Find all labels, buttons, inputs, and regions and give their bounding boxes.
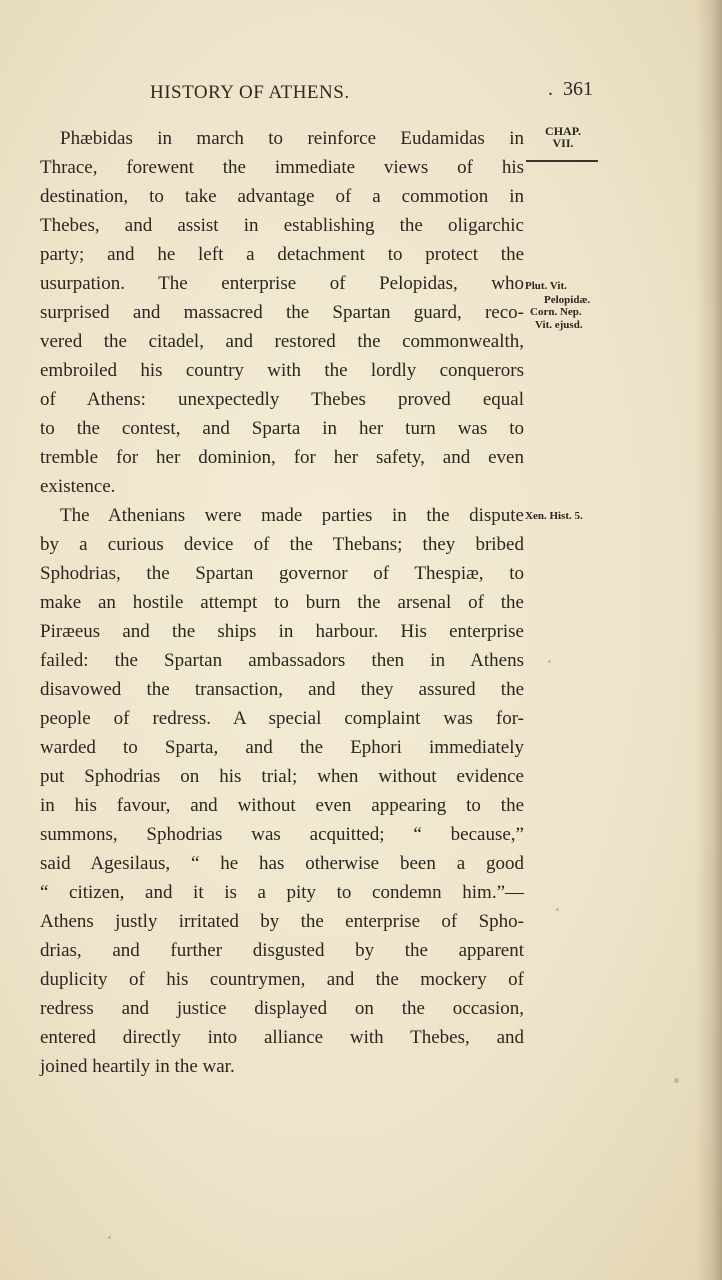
margin-note: Plut. Vit. <box>525 280 567 292</box>
margin-note: Pelopidæ. <box>544 294 591 306</box>
text-line: embroiled his country with the lordly conquerors <box>40 360 524 381</box>
running-head: HISTORY OF ATHENS. <box>150 82 350 103</box>
page-number <box>548 78 593 101</box>
text-line: entered directly into alliance with Thebes, and <box>40 1027 524 1048</box>
page-edge-shadow <box>696 0 722 1280</box>
page-marker: . <box>548 78 553 100</box>
text-line: people of redress. A special complaint was for- <box>40 708 524 729</box>
text-line: to the contest, and Sparta in her turn was to <box>40 418 524 439</box>
text-line: “ citizen, and it is a pity to condemn him.”— <box>40 882 524 903</box>
text-line: by a curious device of the Thebans; they bribed <box>40 534 524 555</box>
text-line: in his favour, and without even appearing to the <box>40 795 524 816</box>
text-line: tremble for her dominion, for her safety, and even <box>40 447 524 468</box>
text-line: redress and justice displayed on the occasion, <box>40 998 524 1019</box>
text-line: Athens justly irritated by the enterprise of Spho- <box>40 911 524 932</box>
text-line: make an hostile attempt to burn the arsenal of the <box>40 592 524 613</box>
text-line: Sphodrias, the Spartan governor of Thespiæ, to <box>40 563 524 584</box>
body-text <box>40 124 524 1081</box>
text-line: disavowed the transaction, and they assured the <box>40 679 524 700</box>
text-line: usurpation. The enterprise of Pelopidas, who <box>40 273 524 294</box>
text-line: drias, and further disgusted by the apparent <box>40 940 524 961</box>
paper-speck <box>548 660 551 663</box>
text-line: vered the citadel, and restored the commonwealth, <box>40 331 524 352</box>
text-line: duplicity of his countrymen, and the mockery of <box>40 969 524 990</box>
text-line: put Sphodrias on his trial; when without evidence <box>40 766 524 787</box>
text-line: Thrace, forewent the immediate views of his <box>40 157 524 178</box>
margin-note: Xen. Hist. 5. <box>525 510 583 522</box>
text-line: party; and he left a detachment to protect the <box>40 244 524 265</box>
paper-speck <box>674 1078 679 1083</box>
chapter-number: VII. <box>552 136 574 150</box>
text-line: existence. <box>40 476 116 497</box>
text-line: The Athenians were made parties in the dispute <box>60 505 524 526</box>
text-line: said Agesilaus, “ he has otherwise been a good <box>40 853 524 874</box>
text-line: surprised and massacred the Spartan guard, reco- <box>40 302 524 323</box>
text-line: of Athens: unexpectedly Thebes proved equal <box>40 389 524 410</box>
page-number-value: 361 <box>563 78 593 100</box>
text-line: Thebes, and assist in establishing the oligarchic <box>40 215 524 236</box>
paper-speck <box>108 1236 111 1239</box>
text-line: failed: the Spartan ambassadors then in Athens <box>40 650 524 671</box>
chapter-rule <box>526 160 598 162</box>
chapter-label: CHAP. <box>545 124 581 138</box>
text-line: warded to Sparta, and the Ephori immediately <box>40 737 524 758</box>
text-line: Phæbidas in march to reinforce Eudamidas in <box>60 128 524 149</box>
text-line: summons, Sphodrias was acquitted; “ because,” <box>40 824 524 845</box>
chapter-marker <box>537 125 589 149</box>
text-line: joined heartily in the war. <box>40 1056 235 1077</box>
text-line: destination, to take advantage of a commotion in <box>40 186 524 207</box>
text-line: Piræeus and the ships in harbour. His enterprise <box>40 621 524 642</box>
margin-note: Corn. Nep. <box>530 306 582 318</box>
paper-speck <box>556 908 559 911</box>
margin-note: Vit. ejusd. <box>535 319 583 331</box>
